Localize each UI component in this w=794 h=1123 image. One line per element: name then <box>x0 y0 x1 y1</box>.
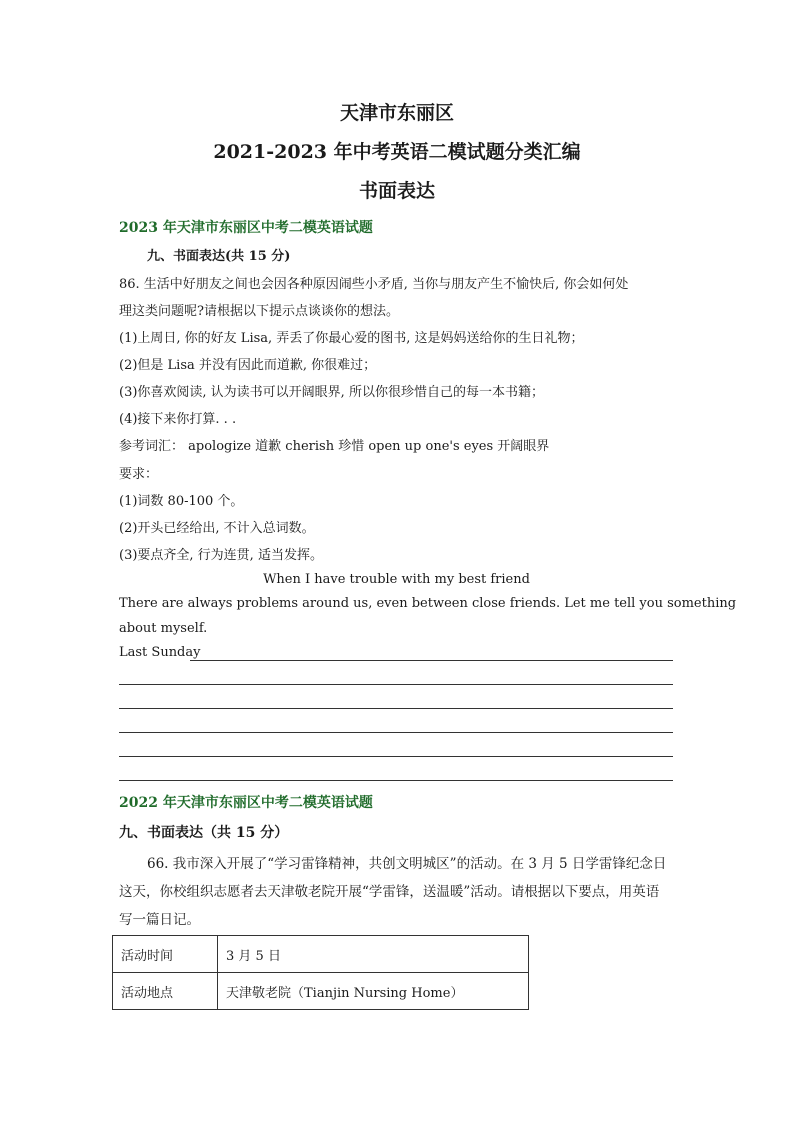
writing-line[interactable] <box>190 660 673 661</box>
hint-item: (3)你喜欢阅读, 认为读书可以开阔眼界, 所以你很珍惜自己的每一本书籍； <box>119 385 544 400</box>
requirement-item: (2)开头已经给出, 不计入总词数。 <box>119 521 315 536</box>
region-title: 天津市东丽区 <box>339 102 454 124</box>
question-text-line: 写一篇日记。 <box>119 912 200 928</box>
requirement-item: (3)要点齐全, 行为连贯, 适当发挥。 <box>119 548 323 563</box>
topic-title: 书面表达 <box>358 180 435 202</box>
writing-line[interactable] <box>119 732 673 733</box>
requirements-title: 要求： <box>119 467 159 482</box>
collection-title: 2021-2023 年中考英语二模试题分类汇编 <box>213 141 581 163</box>
writing-line[interactable] <box>119 756 673 757</box>
requirement-item: (1)词数 80-100 个。 <box>119 494 244 509</box>
essay-start-text: Last Sunday <box>119 645 201 660</box>
question-text-line: 86. 生活中好朋友之间也会因各种原因闹些小矛盾, 当你与朋友产生不愉快后, 你会如何处 <box>119 277 629 292</box>
hint-item: (4)接下来你打算. . . <box>119 412 237 427</box>
table-cell-label: 活动地点 <box>113 973 218 1010</box>
writing-line[interactable] <box>119 684 673 685</box>
essay-title: When I have trouble with my best friend <box>263 572 530 587</box>
writing-line[interactable] <box>119 708 673 709</box>
essay-opening-line: There are always problems around us, even between close friends. Let me tell you something <box>119 596 737 611</box>
hint-item: (1)上周日, 你的好友 Lisa, 弄丢了你最心爱的图书, 这是妈妈送给你的生日礼物； <box>119 331 584 346</box>
section-2022-heading: 2022 年天津市东丽区中考二模英语试题 <box>119 795 373 811</box>
part-heading-2022: 九、书面表达（共 15 分） <box>119 825 289 841</box>
activity-table <box>112 935 529 1010</box>
table-cell-value: 天津敬老院（Tianjin Nursing Home） <box>218 973 529 1010</box>
question-text-line: 理这类问题呢?请根据以下提示点谈谈你的想法。 <box>119 304 399 319</box>
section-2023-heading: 2023 年天津市东丽区中考二模英语试题 <box>119 220 373 236</box>
table-row <box>113 973 529 1010</box>
question-text-line: 这天，你校组织志愿者去天津敬老院开展“学雷锋，送温暖”活动。请根据以下要点，用英语 <box>119 884 660 900</box>
table-cell-value: 3 月 5 日 <box>218 936 529 973</box>
vocabulary-line: 参考词汇： apologize 道歉 cherish 珍惜 open up one's eyes 开阔眼界 <box>119 439 550 454</box>
table-cell-label: 活动时间 <box>113 936 218 973</box>
essay-opening-line: about myself. <box>119 621 208 636</box>
hint-item: (2)但是 Lisa 并没有因此而道歉, 你很难过； <box>119 358 377 373</box>
table-row <box>113 936 529 973</box>
question-text-line: 66. 我市深入开展了“学习雷锋精神，共创文明城区”的活动。在 3 月 5 日学雷锋纪念日 <box>147 856 667 872</box>
part-heading-2023: 九、书面表达(共 15 分) <box>147 249 291 264</box>
writing-line[interactable] <box>119 780 673 781</box>
